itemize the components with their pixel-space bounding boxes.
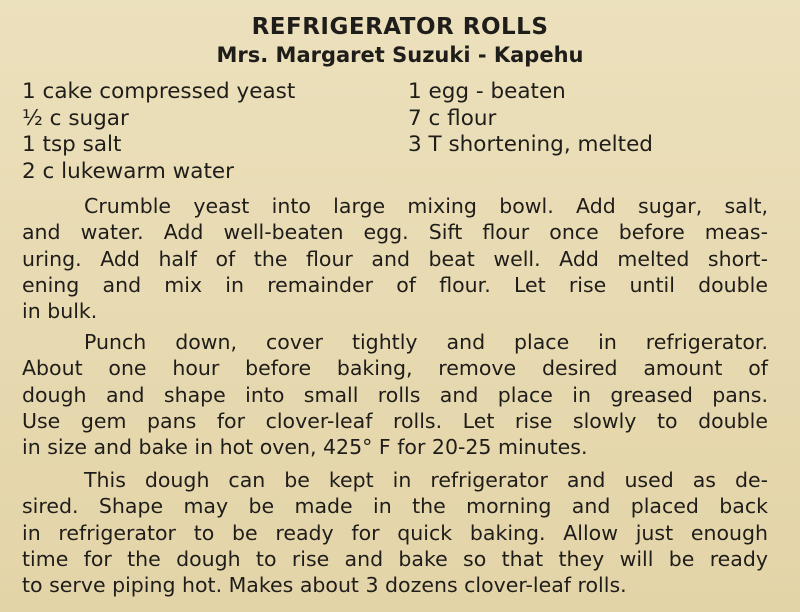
instruction-paragraph-2 xyxy=(22,329,768,460)
ingredient-item: 2 c lukewarm water xyxy=(22,158,234,184)
ingredient-item: 1 tsp salt xyxy=(22,132,122,157)
paragraph-line: in bulk. xyxy=(22,299,98,324)
ingredient-item: ½ c sugar xyxy=(22,105,129,131)
paragraph-line: dough and shape into small rolls and place in greased pans. xyxy=(22,382,768,407)
paragraph-line: sired. Shape may be made in the morning and placed back xyxy=(22,494,768,519)
ingredient-item: 1 egg - beaten xyxy=(408,79,566,104)
paragraph-line: Punch down, cover tightly and place in refrigerator. xyxy=(84,330,768,354)
ingredient-item: 1 cake compressed yeast xyxy=(22,79,296,104)
paragraph-line: Crumble yeast into large mixing bowl. Add sugar, salt, xyxy=(84,194,768,218)
ingredient-item: 7 c flour xyxy=(408,105,497,131)
ingredients-left-column xyxy=(22,79,295,185)
paragraph-line: Use gem pans for clover-leaf rolls. Let rise slowly to double xyxy=(22,408,768,433)
paragraph-line: ening and mix in remainder of flour. Let rise until double xyxy=(22,272,768,297)
instruction-paragraph-3 xyxy=(22,467,768,598)
paragraph-line: This dough can be kept in refrigerator and used as de- xyxy=(84,468,768,492)
paragraph-line: in size and bake in hot oven, 425° F for 20-25 minutes. xyxy=(22,435,588,460)
ingredient-item: 3 T shortening, melted xyxy=(408,132,653,157)
recipe-author: Mrs. Margaret Suzuki - Kapehu xyxy=(216,43,584,67)
paragraph-line: and water. Add well-beaten egg. Sift flour once before meas- xyxy=(22,220,768,245)
instruction-paragraph-1 xyxy=(22,193,768,324)
recipe-title: REFRIGERATOR ROLLS xyxy=(251,14,549,40)
ingredients-right-column xyxy=(408,79,653,159)
paragraph-line: uring. Add half of the flour and beat well. Add melted short- xyxy=(22,246,768,271)
paragraph-line: About one hour before baking, remove desired amount of xyxy=(22,356,768,381)
paragraph-line: to serve piping hot. Makes about 3 dozens clover-leaf rolls. xyxy=(22,573,627,598)
paragraph-line: in refrigerator to be ready for quick baking. Allow just enough xyxy=(22,520,768,545)
paragraph-line: time for the dough to rise and bake so that they will be ready xyxy=(22,546,768,571)
